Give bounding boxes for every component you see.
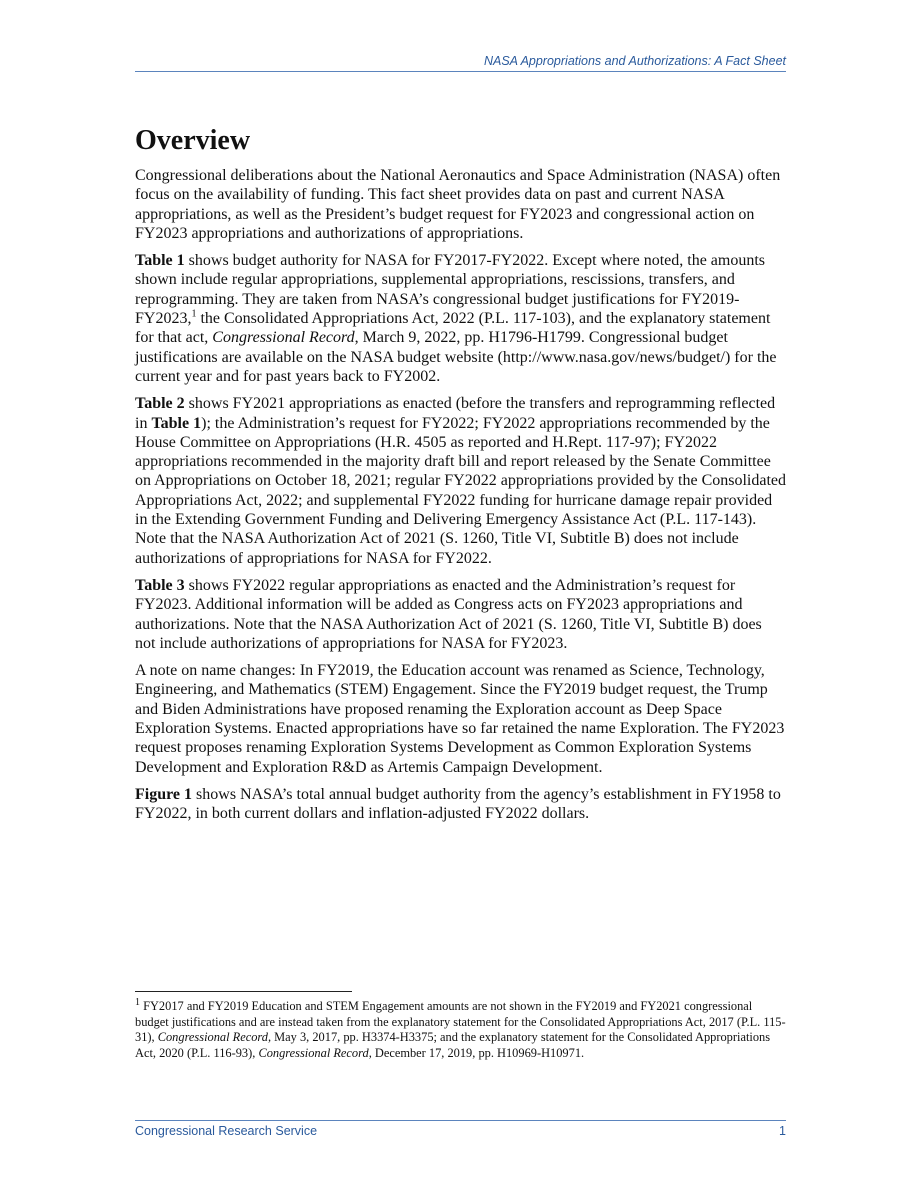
footnote-1: $^1$ FY2017 and FY2019 Education and STEM Engagement amounts are not shown in the FY2019 and FY2021 congressional budget justifications and are instead taken from the explanatory statement for the Consolidated Appropriations Act, 2017 (P.L. 115-31), Congressional Record, May 3, 2017, pp. H3374-H3375; and the explanatory statement for the Consolidated Appropriations Act, 2020 (P.L. 116-93), Congressional Record, December 17, 2019, pp. H10969-H10971. bbox=[135, 996, 786, 1060]
figure-1-reference: Figure 1 bbox=[135, 785, 193, 803]
document-title: NASA Appropriations and Authorizations: A Fact Sheet bbox=[483, 54, 786, 68]
footnote-number: 1 bbox=[135, 996, 140, 1008]
running-header bbox=[135, 54, 786, 72]
running-footer bbox=[135, 1120, 786, 1138]
paragraph-table-3: Table 3 shows FY2022 regular appropriations as enacted and the Administration’s request for FY2023. Additional information will be added as Congress acts on FY2023 appropriations and authorizations. Note that the NASA Authorization Act of 2021 (S. 1260, Title VI, Subtitle B) does not include authorizations of appropriations for NASA for FY2023. bbox=[135, 576, 762, 652]
table-3-reference: Table 3 bbox=[135, 576, 185, 594]
paragraph-name-changes: A note on name changes: In FY2019, the Education account was renamed as Science, Technology, Engineering, and Mathematics (STEM) Engagement. Since the FY2019 budget request, the Trump and Biden Administrations have proposed renaming the Exploration account as Deep Space Exploration Systems. Enacted appropriations have so far retained the name Exploration. The FY2023 request proposes renaming Exploration Systems Development as Common Exploration Systems Development and Exploration R&D as Artemis Campaign Development. bbox=[135, 662, 785, 776]
page-number: 1 bbox=[779, 1124, 786, 1138]
table-2-reference: Table 2 bbox=[135, 395, 185, 413]
main-content bbox=[135, 124, 786, 832]
footer-organization: Congressional Research Service bbox=[135, 1124, 318, 1138]
table-1-crossref: Table 1 bbox=[151, 414, 202, 432]
paragraph-table-1: Table 1 shows budget authority for NASA for FY2017-FY2022. Except where noted, the amounts shown include regular appropriations, supplemental appropriations, rescissions, transfers, and reprogramming. They are taken from NASA’s congressional budget justifications for FY2019-FY2023,$^1$ the Consolidated Appropriations Act, 2022 (P.L. 117-103), and the explanatory statement for that act, Congressional Record, March 9, 2022, pp. H1796-H1799. Congressional budget justifications are available on the NASA budget website (http://www.nasa.gov/news/budget/) for the current year and for past years back to FY2002. bbox=[135, 252, 777, 385]
section-heading: Overview bbox=[135, 125, 251, 156]
paragraph-figure-1: Figure 1 shows NASA’s total annual budget authority from the agency’s establishment in FY1958 to FY2022, in both current dollars and inflation-adjusted FY2022 dollars. bbox=[135, 785, 781, 823]
paragraph-intro: Congressional deliberations about the National Aeronautics and Space Administration (NASA) often focus on the availability of funding. This fact sheet provides data on past and current NASA appropriations, as well as the President’s budget request for FY2023 and congressional action on FY2023 appropriations and authorizations of appropriations. bbox=[135, 167, 781, 242]
footnote-divider bbox=[135, 991, 352, 992]
table-1-reference: Table 1 bbox=[135, 252, 185, 270]
paragraph-table-2: Table 2 shows FY2021 appropriations as enacted (before the transfers and reprogramming reflected in Table 1); the Administration’s request for FY2022; FY2022 appropriations recommended by the House Committee on Appropriations (H.R. 4505 as reported and H.Rept. 117-97); FY2022 appropriations recommended in the majority draft bill and report released by the Senate Committee on Appropriations on October 18, 2021; regular FY2022 appropriations provided by the Consolidated Appropriations Act, 2022; and supplemental FY2022 funding for hurricane damage repair provided in the Extending Government Funding and Delivering Emergency Assistance Act (P.L. 117-143). Note that the NASA Authorization Act of 2021 (S. 1260, Title VI, Subtitle B) does not include authorizations of appropriations for NASA for FY2022. bbox=[135, 395, 787, 567]
footnote-reference[interactable]: 1 bbox=[191, 308, 197, 320]
